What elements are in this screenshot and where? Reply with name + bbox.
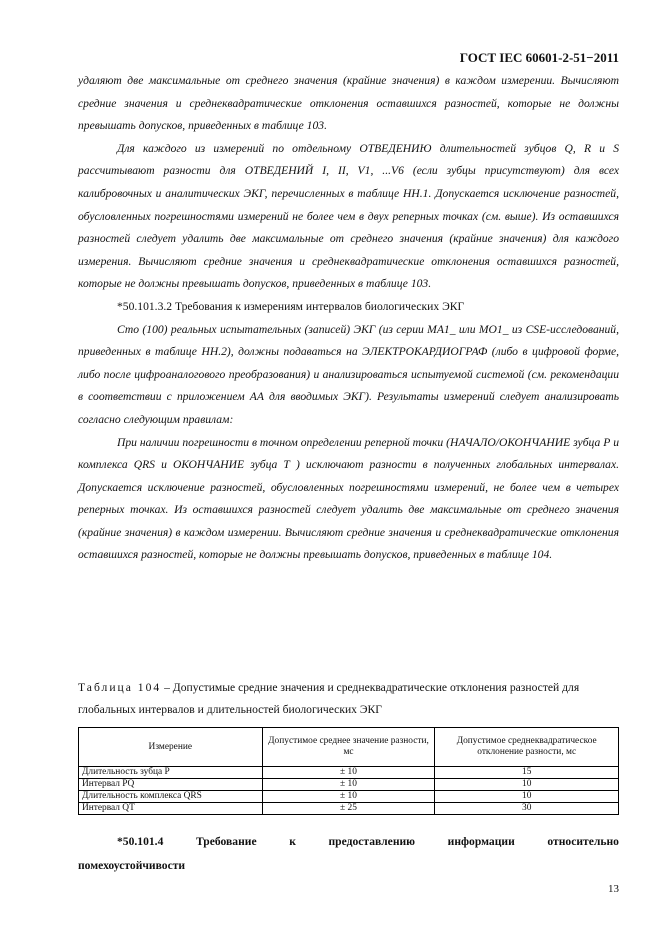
paragraph-3: Сто (100) реальных испытательных (записей) ЭКГ (из серии МА1_ или МО1_ из CSE-исследований, приведенных в таблице НН.2), должны подаваться на ЭЛЕКТРОКАРДИОГРАФ (либо в цифровой форме, либо после цифроаналогового преобразования) и анализироваться испытуемой системой (см. рекомендации в соответствии с приложением АА для вводимых ЭКГ). Результаты измерений следует анализировать согласно следующим правилам:	[78, 322, 619, 426]
column-header-mean: Допустимое среднее значение разности, мс	[262, 728, 435, 767]
table-cell: ± 10	[262, 779, 435, 791]
subsection-heading: *50.101.3.2 Требования к измерениям интервалов биологических ЭКГ	[117, 299, 465, 313]
section-word: к	[289, 835, 296, 848]
body-text	[78, 70, 619, 567]
standard-header: ГОСТ IEC 60601-2-51−2011	[459, 50, 619, 65]
section-word: предоставлению	[328, 835, 416, 848]
table-cell: 10	[435, 791, 619, 803]
table-cell: 10	[435, 779, 619, 791]
paragraph-1: удаляют две максимальные от среднего значения (крайние значения) в каждом измерении. Вычисляют средние значения и среднеквадратические отклонения оставшихся разностей, которые не должны превышать допусков, приведенных в таблице 103.	[78, 74, 619, 133]
table-header-row	[79, 728, 619, 767]
section-word: Требование	[195, 835, 257, 848]
section-heading-line-2: помехоустойчивости	[78, 859, 186, 872]
table-cell: ± 25	[262, 803, 435, 815]
section-word: информации	[447, 835, 515, 848]
tolerance-table	[78, 727, 619, 815]
column-header-sd: Допустимое среднеквадратическое отклонение разности, мс	[435, 728, 619, 767]
column-header-measurement: Измерение	[79, 728, 263, 767]
table-cell: Интервал QT	[79, 803, 263, 815]
table-cell: 30	[435, 803, 619, 815]
table-row	[79, 803, 619, 815]
paragraph-4: При наличии погрешности в точном определении реперной точки (НАЧАЛО/ОКОНЧАНИЕ зубца Р и комплекса QRS и ОКОНЧАНИЕ зубца Т ) исключают разности в полученных глобальных интервалах. Допускается исключение разностей, обусловленных погрешностями измерений, не более чем в четырех реперных точках. Из оставшихся разностей следует удалить две максимальные от среднего значения (крайние значения) в каждом измерении. Вычисляют средние значения и среднеквадратические отклонения оставшихся разностей, которые не должны превышать допусков, приведенных в таблице 104.	[78, 435, 619, 562]
table-row	[79, 767, 619, 779]
table-cell: Длительность зубца Р	[79, 767, 263, 779]
section-word: относительно	[547, 835, 619, 848]
section-heading	[78, 830, 619, 878]
table-row	[79, 791, 619, 803]
page-number: 13	[608, 883, 619, 895]
table-cell: 15	[435, 767, 619, 779]
table-row	[79, 779, 619, 791]
table-caption	[78, 677, 619, 721]
section-heading-line-1	[78, 830, 619, 854]
table-cell: Длительность комплекса QRS	[79, 791, 263, 803]
paragraph-2: Для каждого из измерений по отдельному ОТВЕДЕНИЮ длительностей зубцов Q, R и S рассчитывают разности для ОТВЕДЕНИЙ I, II, V1, ...V6 (если зубцы присутствуют) для всех калибровочных и аналитических ЭКГ, перечисленных в таблице НН.1. Допускается исключение разностей, обусловленных погрешностями измерений не более чем в двух реперных точках (см. выше). Из оставшихся разностей следует удалить две максимальные от среднего значения (крайние значения) для каждого измерения. Вычисляют средние значения и среднеквадратические отклонения оставшихся разностей, которые не должны превышать допусков, приведенных в таблице 103.	[78, 141, 619, 291]
table-caption-text: – Допустимые средние значения и среднеквадратические отклонения разностей для глобальных интервалов и длительностей биологических ЭКГ	[78, 681, 580, 716]
table-cell: ± 10	[262, 791, 435, 803]
table-cell: ± 10	[262, 767, 435, 779]
table-cell: Интервал PQ	[79, 779, 263, 791]
section-number: *50.101.4	[117, 835, 164, 848]
table-caption-label: Таблица 104	[78, 681, 162, 694]
